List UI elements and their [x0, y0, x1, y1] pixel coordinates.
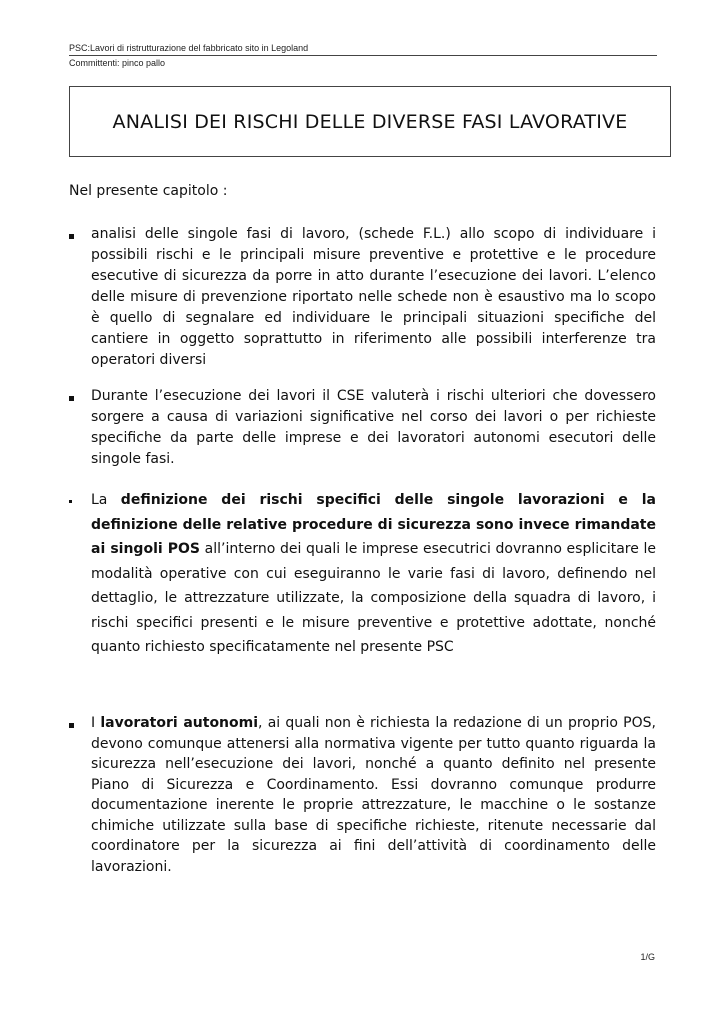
page-number: 1/G [640, 952, 655, 962]
chapter-title-box [69, 86, 671, 157]
bullet-item-cse [69, 386, 656, 470]
bullet-text [91, 713, 656, 877]
square-bullet-icon [69, 224, 91, 243]
square-bullet-icon [69, 386, 91, 405]
bullet-text-pre: I [91, 715, 101, 731]
intro-text: Nel presente capitolo : [69, 183, 228, 199]
bullet-text-bold: lavoratori autonomi [100, 715, 259, 731]
bullet-text-post: , ai quali non è richiesta la redazione di un proprio POS, devono comunque attenersi alla normativa vigente per tutto quanto riguarda la sicurezza nell’esecuzione dei lavori, nonché a quanto definito nel presente Piano di Sicurezza e Coordinamento. Essi dovranno comunque produrre documentazione inerente le proprie attrezzature, le macchine o le sostanze chimiche utilizzate sulla base di specifiche richieste, ritenute necessarie dal coordinatore per la sicurezza ai fini dell’attività di coordinamento delle lavorazioni. [91, 715, 656, 875]
bullet-item-pos [69, 488, 656, 660]
bullet-text-bold: definizione dei rischi specifici delle singole lavorazioni e la definizione delle relative procedure di sicurezza sono invece rimandate ai singoli POS [91, 492, 656, 557]
bullet-text-pre: La [91, 492, 121, 508]
bullet-text-post: all’interno dei quali le imprese esecutrici dovranno esplicitare le modalità operative con cui eseguiranno le varie fasi di lavoro, definendo nel dettaglio, le attrezzature utilizzate, la composizione della squadra di lavoro, i rischi specifici presenti e le misure preventive e protettive adottate, nonché quanto richiesto specificatamente nel presente PSC [91, 541, 657, 655]
square-bullet-icon [69, 488, 91, 507]
header-project-line: PSC:Lavori di ristrutturazione del fabbricato sito in Legoland [69, 42, 657, 56]
running-header [69, 42, 657, 69]
bullet-item-analysis [69, 224, 656, 371]
chapter-title: ANALISI DEI RISCHI DELLE DIVERSE FASI LAVORATIVE [112, 110, 628, 133]
bullet-text: analisi delle singole fasi di lavoro, (schede F.L.) allo scopo di individuare i possibili rischi e le principali misure preventive e protettive e le procedure esecutive di sicurezza da porre in atto durante l’esecuzione dei lavori. L’elenco delle misure di prevenzione riportato nelle schede non è esaustivo ma lo scopo è quello di segnalare ed individuare le principali situazioni specifiche del cantiere in oggetto soprattutto in riferimento alle possibili interferenze tra operatori diversi [91, 226, 656, 368]
bullet-item-autonomous-workers [69, 713, 656, 877]
header-client-line: Committenti: pinco pallo [69, 58, 166, 68]
square-bullet-icon [69, 713, 91, 732]
bullet-text [91, 488, 656, 660]
bullet-text: Durante l’esecuzione dei lavori il CSE valuterà i rischi ulteriori che dovessero sorgere a causa di variazioni significative nel corso dei lavori o per richieste specifiche da parte delle imprese e dei lavoratori autonomi esecutori delle singole fasi. [91, 388, 656, 467]
